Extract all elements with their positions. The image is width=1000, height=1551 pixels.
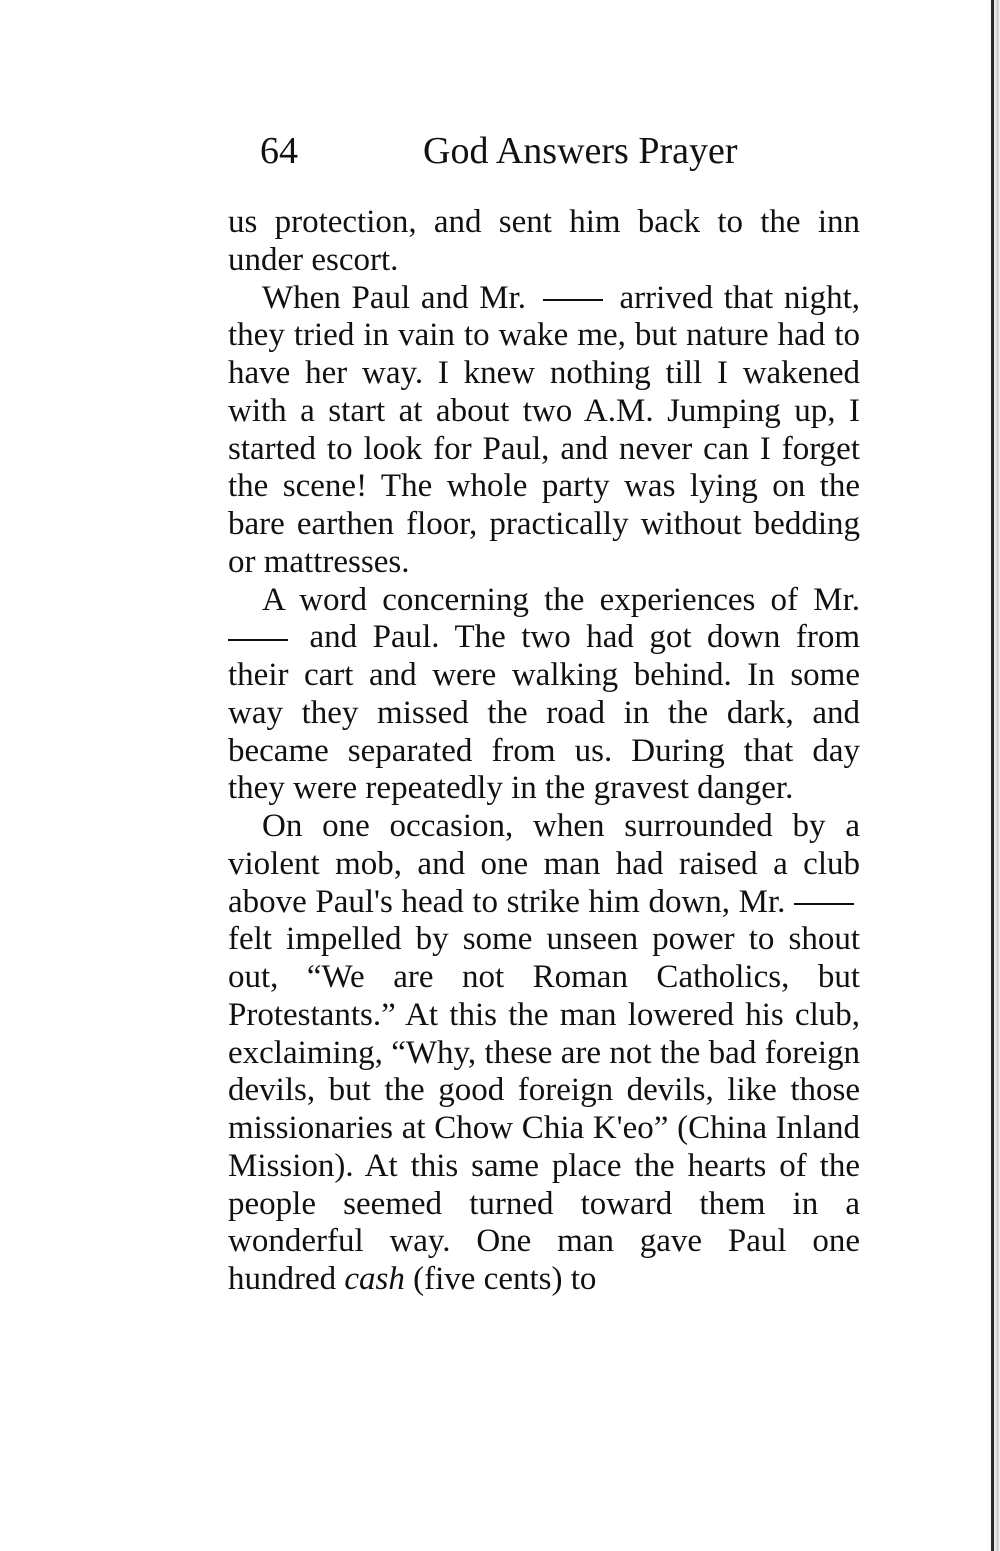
page-number: 64 — [260, 130, 298, 172]
paragraph-3-text-a: A word concerning the experiences of Mr. — [262, 581, 860, 618]
paragraph-2 — [228, 280, 860, 582]
name-omission-dash — [543, 299, 603, 301]
name-omission-dash — [794, 903, 854, 905]
paragraph-2-text-a: When Paul and Mr. — [262, 279, 527, 316]
paragraph-4-text-b: felt impelled by some unseen power to shout out, “We are not Roman Catholics, but Protestants.” At this the man lowered his club, exclaiming, “Why, these are not the bad foreign devils, but the good foreign devils, like those missionaries at Chow Chia K'eo” (China Inland Mission). At this same place the hearts of the people seemed turned toward them in a wonderful way. One man gave Paul one hundred — [228, 921, 860, 1297]
name-omission-dash — [228, 639, 288, 641]
paragraph-4 — [228, 808, 860, 1299]
paragraph-4-text-a: On one occasion, when surrounded by a violent mob, and one man had raised a club above Paul's head to strike him down, Mr. — [228, 808, 860, 920]
paragraph-1-text: us protection, and sent him back to the inn under escort. — [228, 204, 860, 278]
paragraph-4-text-c: (five cents) to — [413, 1261, 597, 1297]
running-title: God Answers Prayer — [423, 130, 738, 172]
paragraph-3 — [228, 582, 860, 809]
paragraph-1 — [228, 204, 860, 280]
running-head — [230, 127, 860, 175]
body-text — [228, 204, 860, 1299]
italic-cash: cash — [344, 1261, 405, 1297]
paragraph-3-text-b: and Paul. The two had got down from their cart and were walking behind. In some way they missed the road in the dark, and became separated from us. During that day they were repeatedly in the gravest danger. — [228, 619, 860, 807]
page-edge-line — [991, 0, 994, 1551]
paragraph-2-text-b: arrived that night, they tried in vain to wake me, but nature had to have her way. I knew nothing till I wakened with a start at about two A.M. Jumping up, I started to look for Paul, and never can I forget the scene! The whole party was lying on the bare earthen floor, practically without bedding or mattresses. — [228, 279, 861, 580]
